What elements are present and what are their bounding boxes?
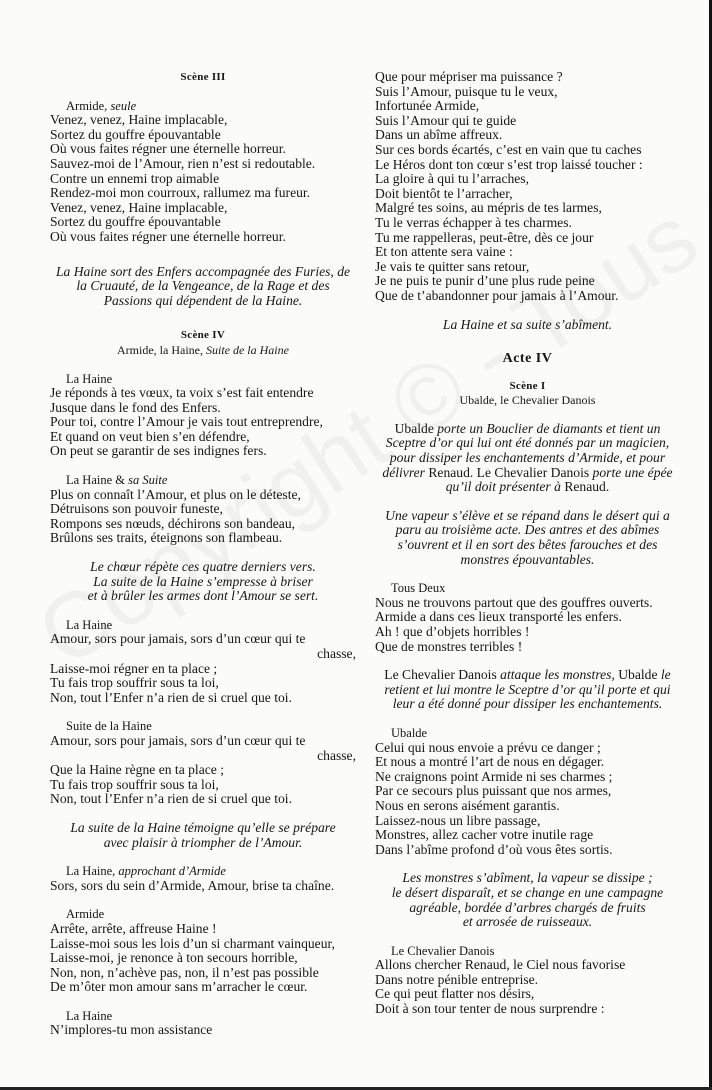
- stage-direction: La Haine et sa suite s’abîment.: [442, 316, 613, 332]
- verse-line: Celui qui nous envoie a prévu ce danger ;: [375, 739, 601, 755]
- scene-heading: Scène III: [180, 71, 226, 83]
- verse-line: Sauvez-moi de l’Amour, rien n’est si redoutable.: [50, 155, 316, 171]
- verse-line: N’implores-tu mon assistance: [50, 1022, 213, 1038]
- verse-line: Nous ne trouvons partout que des gouffres ouverts.: [375, 594, 653, 610]
- spacer: [50, 850, 356, 864]
- verse-line: Jusque dans le fond des Enfers.: [50, 399, 221, 415]
- verse-line: Amour, sors pour jamais, sors d’un cœur qui te: [50, 732, 306, 748]
- verse-line: Venez, venez, Haine implacable,: [50, 112, 228, 128]
- spacer: [375, 567, 680, 581]
- verse-line: Je vais te quitter sans retour,: [375, 258, 530, 274]
- verse-line: Où vous faites régner une éternelle horreur.: [50, 228, 286, 244]
- verse-line: Non, tout l’Enfer n’a rien de si cruel que toi.: [50, 791, 292, 807]
- verse-line: Je ne puis te punir d’une plus rude peine: [375, 273, 595, 289]
- characters-text: Armide, la Haine,: [117, 342, 203, 357]
- stage-direction: retient et lui montre le Sceptre d’or qu’il porte et qui: [384, 681, 671, 697]
- speaker-label: Armide,: [66, 98, 108, 113]
- spacer: [50, 705, 356, 719]
- stage-direction: [375, 668, 680, 683]
- verse-line: Armide a dans ces lieux transporté les enfers.: [375, 609, 622, 625]
- stage-direction-text: porte une épée: [589, 464, 673, 480]
- verse-line: Malgré tes soins, au mépris de tes larmes,: [375, 200, 602, 216]
- verse-line: De m’ôter mon amour sans m’arracher le cœur.: [50, 979, 308, 995]
- stage-direction-text: porte un Bouclier de diamants et tient un: [433, 420, 661, 436]
- verse-line: Que de t’abandonner pour jamais à l’Amour.: [375, 287, 619, 303]
- speaker-name: [375, 944, 680, 959]
- verse-line: Rompons ses nœuds, déchirons son bandeau,: [50, 515, 296, 531]
- verse-line: Ce qui peut flatter nos désirs,: [375, 986, 535, 1002]
- stage-direction: La suite de la Haine témoigne qu’elle se prépare: [70, 819, 336, 835]
- speaker-name: [50, 618, 356, 633]
- spacer: [50, 85, 356, 99]
- stage-direction: Le chœur répète ces quatre derniers vers.: [90, 559, 316, 575]
- speaker-name: [50, 864, 356, 879]
- spacer: [375, 332, 680, 352]
- spacer: [375, 367, 680, 379]
- speaker-label: La Haine: [66, 1008, 113, 1023]
- spacer: [375, 495, 680, 509]
- speaker-name: [50, 907, 356, 922]
- speaker-name: [375, 581, 680, 596]
- stage-direction: La suite de la Haine s’empresse à briser: [93, 573, 313, 589]
- verse-line: Arrête, arrête, affreuse Haine !: [50, 920, 217, 936]
- speaker-label: Armide: [66, 907, 105, 922]
- spacer: [375, 857, 680, 871]
- spacer: [50, 807, 356, 821]
- verse-line: Pour toi, contre l’Amour je vais tout entreprendre,: [50, 414, 323, 430]
- verse-line: Et quand on veut bien s’en défendre,: [50, 428, 250, 444]
- character-name: Ubalde: [394, 420, 434, 436]
- stage-direction-text: qu’il doit présenter à: [445, 479, 565, 495]
- verse-line: Allons chercher Renaud, le Ciel nous favorise: [375, 957, 626, 973]
- verse-line: Nous en serons aisément garantis.: [375, 797, 560, 813]
- spacer: [50, 358, 356, 372]
- verse-line: Que de monstres terribles !: [375, 638, 523, 654]
- spacer: [50, 893, 356, 907]
- speaker-name: [50, 719, 356, 734]
- stage-direction-text: délivrer: [382, 464, 429, 480]
- characters-text: Ubalde, le Chevalier Danois: [459, 393, 596, 408]
- verse-line: Tu fais trop souffrir sous ta loi,: [50, 675, 219, 691]
- verse-line: Tu fais trop souffrir sous ta loi,: [50, 776, 219, 792]
- stage-direction: La Haine sort des Enfers accompagnée des Furies, de: [55, 263, 351, 279]
- character-name: Le Chevalier Danois: [384, 667, 497, 683]
- speaker-label: La Haine &: [66, 473, 126, 488]
- verse-line: Par ce secours plus puissant que nos armes,: [375, 783, 612, 799]
- verse-line: Détruisons son pouvoir funeste,: [50, 501, 223, 517]
- verse-line: Dans un abîme affreux.: [375, 127, 503, 143]
- verse-line: Suis l’Amour qui te guide: [375, 112, 517, 128]
- speaker-label: Tous Deux: [391, 581, 446, 596]
- verse-line: Laisse-moi, je renonce à ton secours horrible,: [50, 950, 298, 966]
- spacer: [375, 930, 680, 944]
- character-name: Renaud. Le Chevalier Danois: [428, 464, 590, 480]
- act-heading: Acte IV: [502, 351, 553, 367]
- stage-direction: [375, 466, 680, 481]
- verse-line: Sortez du gouffre épouvantable: [50, 214, 221, 230]
- verse-line: Doit à son tour tenter de nous surprendre :: [375, 1001, 605, 1017]
- verse-line: Amour, sors pour jamais, sors d’un cœur qui te: [50, 631, 306, 647]
- spacer: [50, 308, 356, 328]
- spacer: [375, 408, 680, 422]
- stage-direction: Une vapeur s’élève et se répand dans le désert qui a: [385, 507, 670, 523]
- verse-line: Dans l’abîme profond d’où vous êtes sortis.: [375, 841, 613, 857]
- verse-line: Sur ces bords écartés, c’est en vain que tu caches: [375, 141, 642, 157]
- verse-line: Rendez-moi mon courroux, rallumez ma fureur.: [50, 185, 311, 201]
- verse-line: Monstres, allez cacher votre inutile rage: [375, 827, 594, 843]
- spacer: [50, 995, 356, 1009]
- speaker-label: Suite de la Haine: [66, 719, 152, 734]
- scene-characters: [375, 393, 680, 408]
- speaker-label: Le Chevalier Danois: [391, 943, 495, 958]
- scene-characters: [50, 343, 356, 358]
- spacer: [50, 245, 356, 265]
- spacer: [375, 712, 680, 726]
- verse-line: Ah ! que d’objets horribles !: [375, 624, 530, 639]
- speaker-name: [375, 726, 680, 741]
- speaker-name: [50, 372, 356, 387]
- character-name: Renaud.: [564, 479, 610, 495]
- stage-direction: Les monstres s’abîment, la vapeur se dissipe ;: [402, 870, 653, 886]
- verse-line: La gloire à qui tu l’arraches,: [375, 171, 529, 187]
- verse-line: Sors, sors du sein d’Armide, Amour, brise ta chaîne.: [50, 877, 335, 893]
- verse-line: Contre un ennemi trop aimable: [50, 170, 220, 186]
- verse-line: On peut se garantir de ses indignes fers.: [50, 443, 267, 459]
- stage-direction: monstres épouvantables.: [460, 551, 595, 567]
- spacer: [50, 546, 356, 560]
- verse-line: Sortez du gouffre épouvantable: [50, 126, 221, 142]
- spacer: [375, 304, 680, 318]
- verse-line-overflow: chasse,: [317, 747, 356, 763]
- speaker-name: [50, 1009, 356, 1024]
- speaker-name: [50, 99, 356, 114]
- stage-direction: la Cruauté, de la Vengeance, de la Rage et des: [76, 278, 330, 294]
- stage-direction: paru au troisième acte. Des antres et des abîmes: [395, 522, 660, 538]
- speaker-direction: approchant d’Armide: [115, 864, 226, 879]
- verse-line: Le Héros dont ton cœur s’est trop laissé toucher :: [375, 156, 643, 172]
- stage-direction: agréable, bordée d’arbres chargés de fruits: [409, 899, 646, 915]
- stage-direction: le désert disparaît, et se change en une campagne: [391, 884, 664, 900]
- verse-line: Tu le verras échapper à tes charmes.: [375, 214, 572, 230]
- spacer: [50, 459, 356, 473]
- stage-direction: et arrosée de ruisseaux.: [462, 914, 593, 930]
- verse-line: Non, tout l’Enfer n’a rien de si cruel que toi.: [50, 689, 292, 705]
- stage-direction: [375, 480, 680, 495]
- verse-line: Tu me rappelleras, peut-être, dès ce jour: [375, 229, 594, 245]
- stage-direction: pour dissiper les enchantements d’Armide, et pour: [389, 450, 666, 466]
- verse-line: Doit bientôt te l’arracher,: [375, 185, 513, 201]
- verse-line: Infortunée Armide,: [375, 98, 480, 114]
- verse-line: Et ton attente sera vaine :: [375, 244, 513, 260]
- verse-line: Laissez-nous un libre passage,: [375, 812, 541, 828]
- verse-line-overflow: chasse,: [317, 646, 356, 661]
- verse-line: Je réponds à tes vœux, ta voix s’est fait entendre: [50, 385, 314, 401]
- stage-direction: avec plaisir à triompher de l’Amour.: [103, 834, 303, 850]
- verse-line: Non, non, n’achève pas, non, il n’est pas possible: [50, 964, 319, 980]
- scene-heading: Scène IV: [180, 329, 226, 342]
- verse-line: Laisse-moi sous les lois d’un si charmant vainqueur,: [50, 935, 335, 951]
- stage-direction-text: le: [657, 667, 671, 683]
- speaker-direction: sa Suite: [125, 473, 168, 488]
- right-column: [375, 70, 680, 1017]
- verse-line: Ne craignons point Armide ni ses charmes ;: [375, 768, 613, 784]
- verse-line: Que pour mépriser ma puissance ?: [375, 69, 563, 84]
- stage-direction: Sceptre d’or qui lui ont été donnés par un magicien,: [385, 435, 670, 451]
- scene-heading: Scène I: [509, 379, 546, 392]
- speaker-label: La Haine: [66, 617, 113, 632]
- left-column: [50, 70, 356, 1038]
- characters-note: Suite de la Haine: [202, 342, 289, 357]
- speaker-label: La Haine,: [66, 864, 116, 879]
- stage-direction: Passions qui dépendent de la Haine.: [103, 292, 303, 308]
- speaker-direction: seule: [107, 98, 137, 113]
- verse-line: Plus on connaît l’Amour, et plus on le déteste,: [50, 486, 301, 502]
- verse-line: Dans notre pénible entreprise.: [375, 971, 539, 987]
- stage-direction: et à brûler les armes dont l’Amour se sert.: [87, 588, 319, 604]
- verse-line: Brûlons ses traits, éteignons son flambeau.: [50, 530, 283, 546]
- verse-line: Venez, venez, Haine implacable,: [50, 199, 228, 215]
- verse-line: Où vous faites régner une éternelle horreur.: [50, 141, 286, 157]
- stage-direction-text: attaque les monstres,: [496, 667, 619, 683]
- verse-line: Que la Haine règne en ta place ;: [50, 762, 224, 778]
- stage-direction: leur a été donné pour dissiper les enchantements.: [392, 696, 663, 712]
- speaker-label: Ubalde: [391, 725, 428, 740]
- character-name: Ubalde: [618, 667, 658, 683]
- spacer: [50, 604, 356, 618]
- spacer: [375, 654, 680, 668]
- stage-direction: s’ouvrent et il en sort des bêtes farouches et des: [397, 537, 658, 553]
- verse-line: Suis l’Amour, puisque tu le veux,: [375, 83, 558, 99]
- speaker-label: La Haine: [66, 371, 113, 386]
- speaker-name: [50, 473, 356, 488]
- stage-direction: [375, 422, 680, 437]
- verse-line: Et nous a montré l’art de nous en dégager.: [375, 754, 605, 770]
- verse-line: Laisse-moi régner en ta place ;: [50, 660, 218, 676]
